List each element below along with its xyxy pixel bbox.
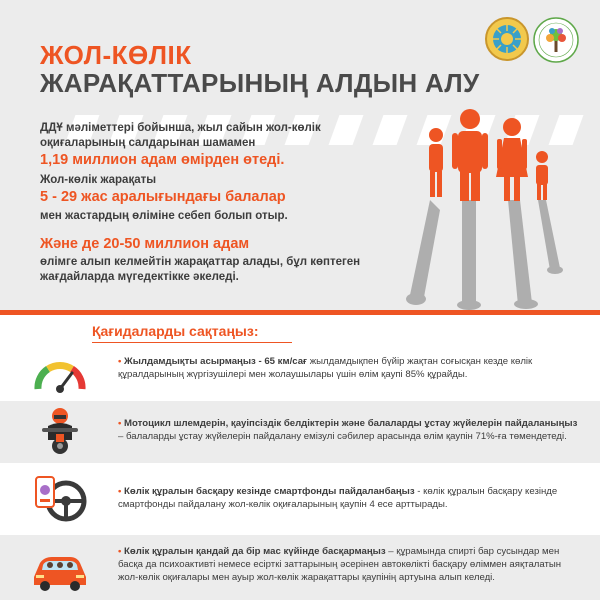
- rule-item: [0, 347, 600, 399]
- intro-highlight-2: 5 - 29 жас аралығындағы балалар: [40, 189, 286, 205]
- page-title-line2: ЖАРАҚАТТАРЫНЫҢ АЛДЫН АЛУ: [40, 68, 480, 98]
- rules-section: [0, 315, 600, 600]
- rules-title: Қағидаларды сақтаңыз:: [92, 323, 259, 339]
- intro-text-3: Жол-көлік жарақаты: [40, 174, 157, 186]
- motorcyclist-icon: [30, 406, 90, 456]
- rule-text: • Жылдамдықты асырмаңыз - 65 км/сағ жылдамдықпен бүйір жақтан соғысқан кезде көлік құралдарының жүргізушілері мен жолаушылары үшін өлім қаупі 85% құрайды.: [118, 356, 533, 380]
- rule-item: [0, 401, 600, 463]
- intro-highlight-3: Және де 20-50 миллион адам: [40, 236, 250, 252]
- rules-title-underline: [92, 342, 292, 343]
- phone-steering-wheel-icon: [30, 473, 90, 523]
- tree-logo-icon: [532, 16, 580, 64]
- rule-text: • Көлік құралын қандай да бір мас күйінде басқармаңыз – құрамында спирті бар сусындар мен басқа да психоактивті немесе есірткі заттарының әсерінен автокөлікті басқару өліммен аяқталатын жол-көлік оқиғалары мен ауыр жол-көлік жарақаттары қаупінің артуына алып келеді.: [118, 546, 562, 583]
- rule-text: • Мотоцикл шлемдерін, қауіпсіздік белдіктерін және балаларды ұстау жүйелерін пайдаланыңыз – балаларды ұстау жүйелерін пайдалану емізулі сәбилер арасында өлім қаупін 71%-ға төмендетеді.: [118, 418, 578, 442]
- rule-text: • Көлік құралын басқару кезінде смартфонды пайдаланбаңыз - көлік құралын басқару кезінде смартфонды пайдалану жол-көлік оқиғаларының қаупін 4 есе арттырады.: [118, 486, 558, 510]
- rule-item: [0, 465, 600, 533]
- family-silhouettes-icon: [400, 105, 600, 310]
- state-emblem-icon: [484, 16, 530, 62]
- rule-item: [0, 535, 600, 600]
- car-passengers-icon: [30, 543, 90, 593]
- intro-text-2: оқиғаларының салдарынан шамамен: [40, 137, 256, 149]
- intro-text-5: өлімге алып келмейтін жарақаттар алады, бұл көптеген: [40, 256, 361, 268]
- intro-text-4: мен жастардың өліміне себеп болып отыр.: [40, 210, 288, 222]
- intro-highlight-1: 1,19 миллион адам өмірден өтеді.: [40, 152, 285, 168]
- speedometer-icon: [30, 349, 90, 399]
- page-title-line1: ЖОЛ-КӨЛІК: [40, 40, 192, 70]
- intro-text-6: жағдайларда мүгедектікке әкеледі.: [40, 271, 239, 283]
- intro-text-1: ДДҰ мәліметтері бойынша, жыл сайын жол-көлік: [40, 122, 321, 134]
